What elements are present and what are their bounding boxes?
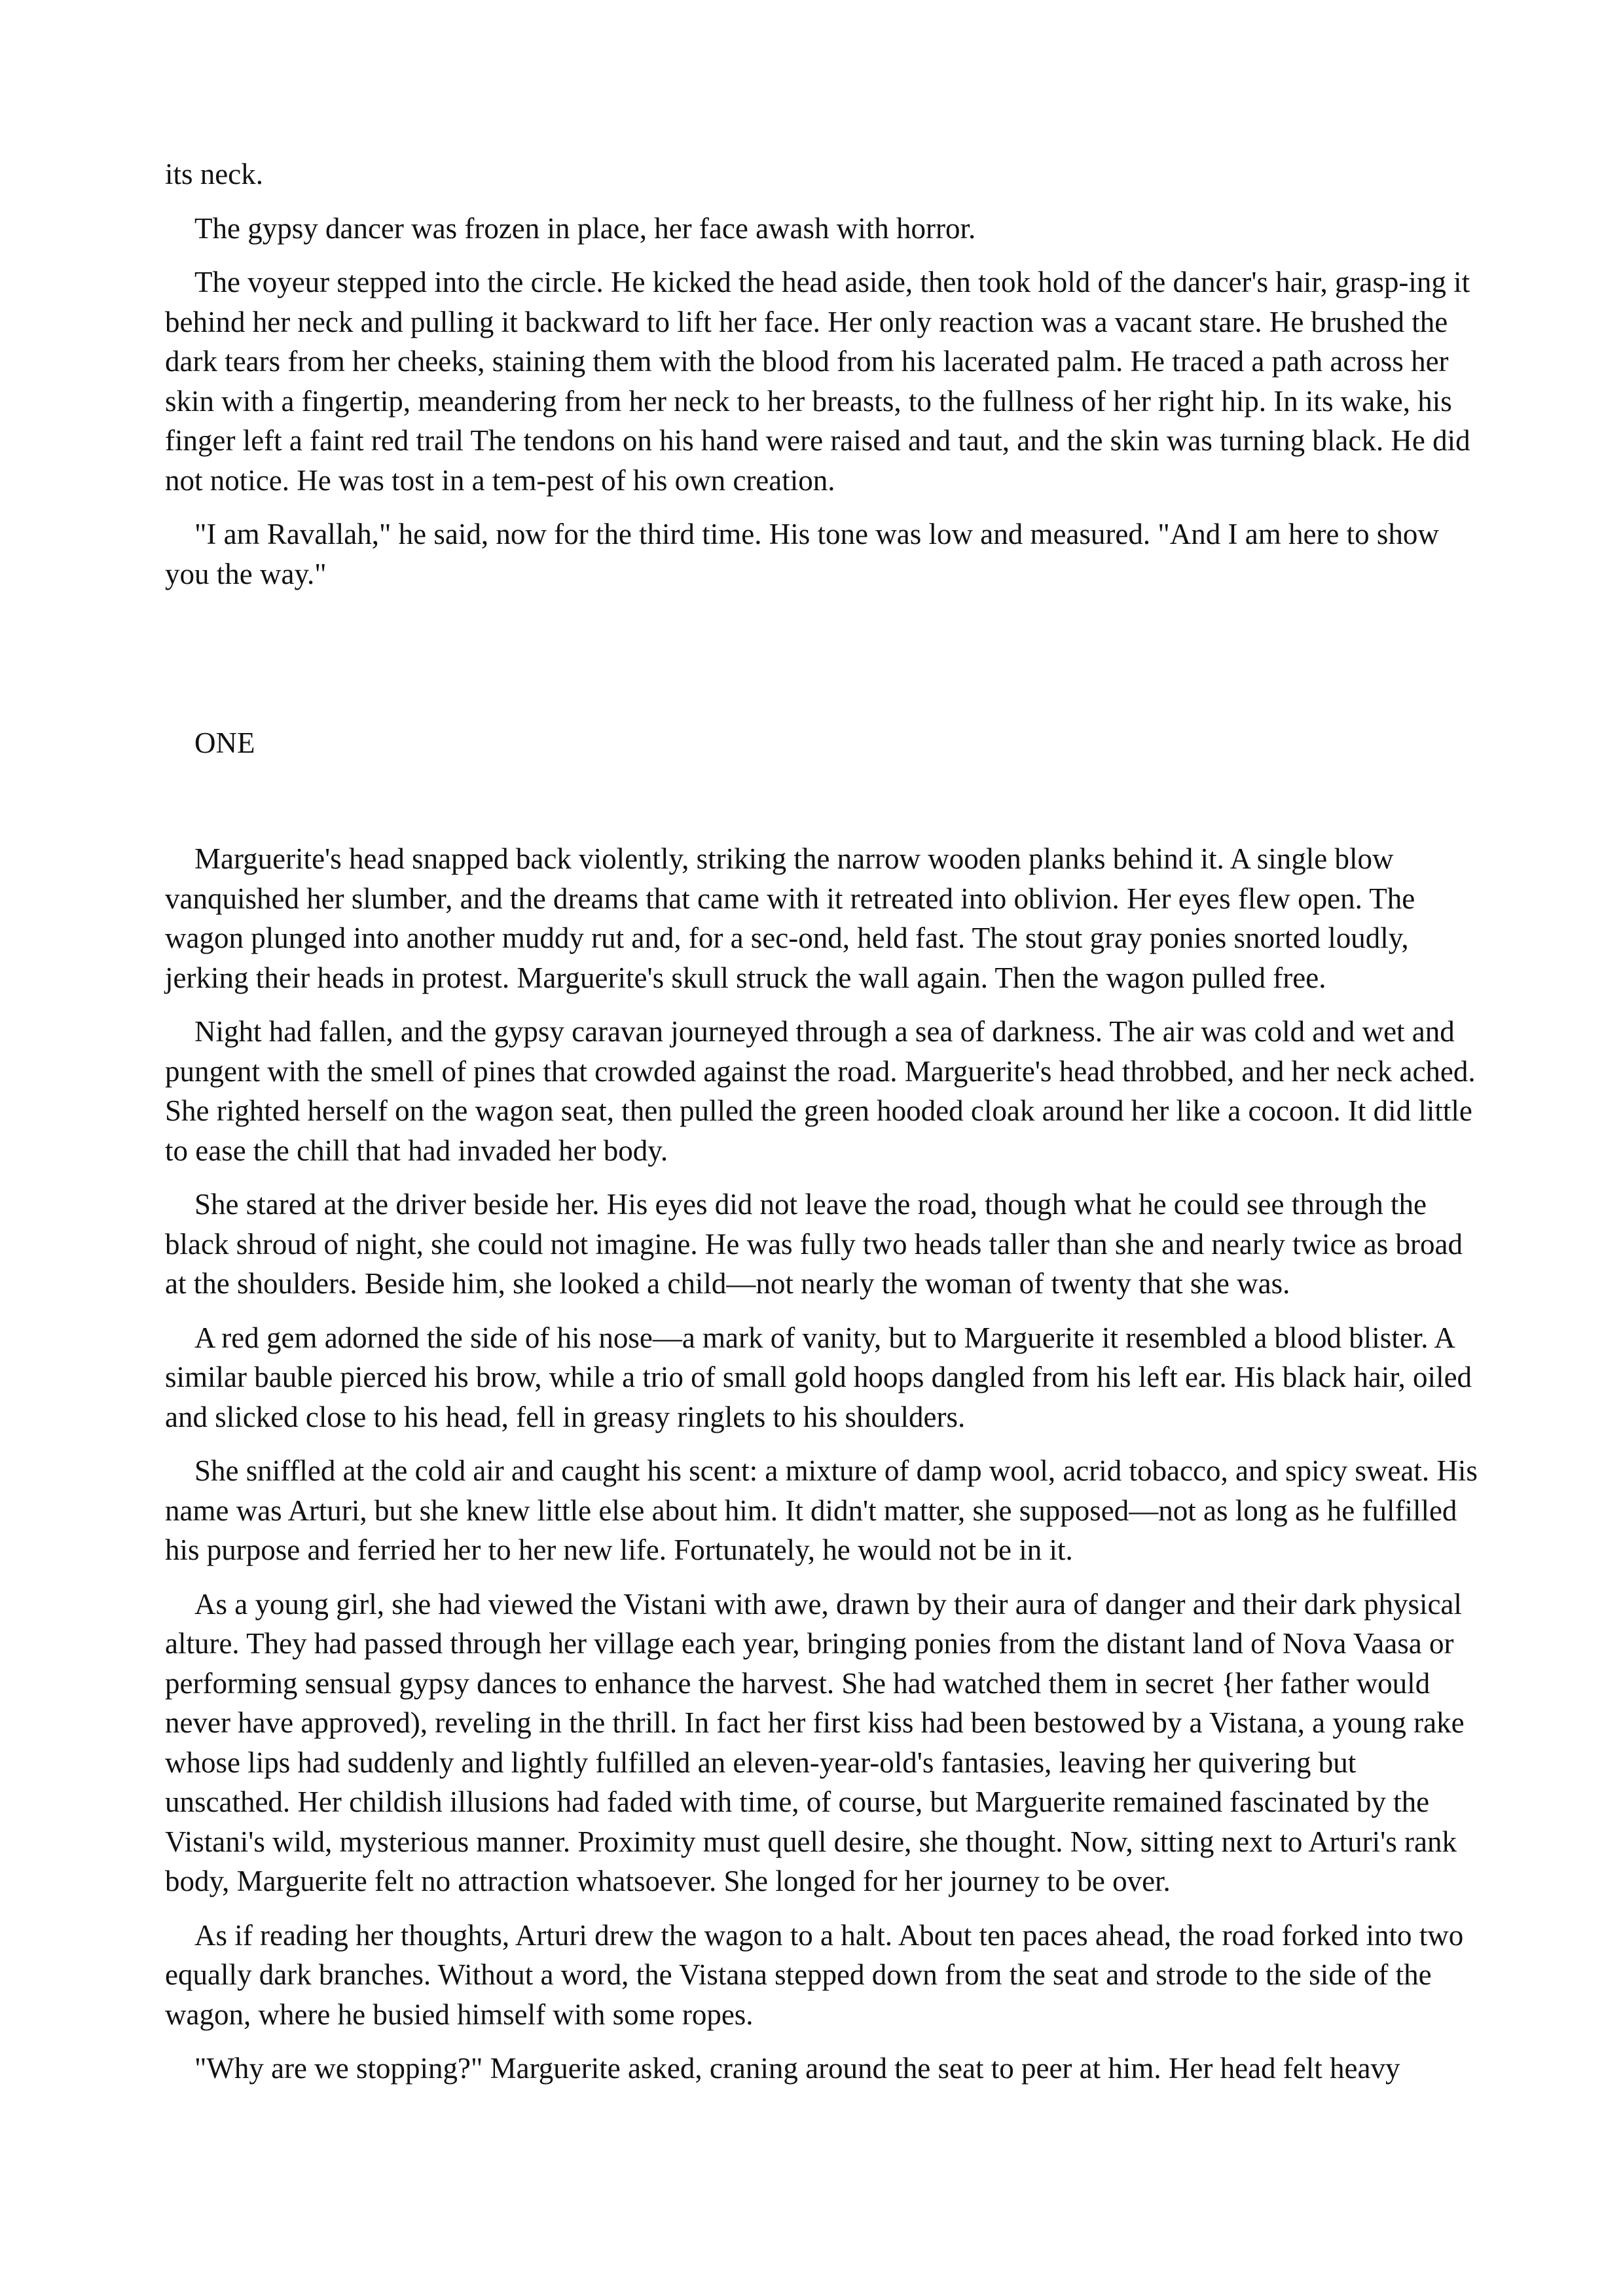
paragraph: As if reading her thoughts, Arturi drew the wagon to a halt. About ten paces ahead, the road forked into two equally dark branches. Without a word, the Vistana stepped down from the seat and strode to the side of the wagon, where he busied himself with some ropes. bbox=[165, 1918, 1464, 2031]
opening-text bbox=[165, 154, 1481, 608]
paragraph: Marguerite's head snapped back violently, striking the narrow wooden planks behind it. A single blow vanquished her slumber, and the dreams that came with it retreated into oblivion. Her eyes flew open. The wagon plunged into another muddy rut and, for a sec-ond, held fast. The stout gray ponies snorted loudly, jerking their heads in protest. Marguerite's skull struck the wall again. Then the wagon pulled free. bbox=[165, 842, 1415, 994]
paragraph: The voyeur stepped into the circle. He kicked the head aside, then took hold of the dancer's hair, grasp-ing it behind her neck and pulling it backward to lift her face. Her only reaction was a vacant stare. He brushed the dark tears from her cheeks, staining them with the blood from his lacerated palm. He traced a path across her skin with a fingertip, meandering from her neck to her breasts, to the fullness of her right hip. In its wake, his finger left a faint red trail The tendons on his hand were raised and taut, and the skin was turning black. He did not notice. He was tost in a tem-pest of his own creation. bbox=[165, 266, 1470, 497]
chapter-text bbox=[165, 839, 1481, 2103]
paragraph: A red gem adorned the side of his nose—a mark of vanity, but to Marguerite it resembled a blood blister. A similar bauble pierced his brow, while a trio of small gold hoops dangled from his left ear. His black hair, oiled and slicked close to his head, fell in greasy ringlets to his shoulders. bbox=[165, 1321, 1472, 1433]
paragraph: Night had fallen, and the gypsy caravan journeyed through a sea of darkness. The air was cold and wet and pungent with the smell of pines that crowded against the road. Marguerite's head throbbed, and her neck ached. She righted herself on the wagon seat, then pulled the green hooded cloak around her like a cocoon. It did little to ease the chill that had invaded her body. bbox=[165, 1015, 1476, 1167]
chapter-heading: ONE bbox=[194, 726, 255, 759]
paragraph: its neck. bbox=[165, 158, 263, 190]
paragraph: As a young girl, she had viewed the Vistani with awe, drawn by their aura of danger and their dark physical alture. They had passed through her village each year, bringing ponies from the distant land of Nova Vaasa or performing sensual gypsy dances to enhance the harvest. She had watched them in secret {her father would never have approved), reveling in the thrill. In fact her first kiss had been bestowed by a Vistana, a young rake whose lips had suddenly and lightly fulfilled an eleven-year-old's fantasies, leaving her quivering but unscathed. Her childish illusions had faded with time, of course, but Marguerite remained fascinated by the Vistani's wild, mysterious manner. Proximity must quell desire, she thought. Now, sitting next to Arturi's rank body, Marguerite felt no attraction whatsoever. She longed for her journey to be over. bbox=[165, 1587, 1465, 1897]
paragraph: She sniffled at the cold air and caught his scent: a mixture of damp wool, acrid tobacco, and spicy sweat. His name was Arturi, but she knew little else about him. It didn't matter, she supposed—not as long as he fulfilled his purpose and ferried her to her new life. Fortunately, he would not be in it. bbox=[165, 1454, 1478, 1566]
paragraph: "Why are we stopping?" Marguerite asked, craning around the seat to peer at him. Her head felt heavy bbox=[194, 2052, 1400, 2085]
paragraph: "I am Ravallah," he said, now for the third time. His tone was low and measured. "And I am here to show you the way." bbox=[165, 518, 1439, 590]
paragraph: She stared at the driver beside her. His eyes did not leave the road, though what he could see through the black shroud of night, she could not imagine. He was fully two heads taller than she and nearly twice as broad at the shoulders. Beside him, she looked a child—not nearly the woman of twenty that she was. bbox=[165, 1188, 1463, 1300]
paragraph: The gypsy dancer was frozen in place, her face awash with horror. bbox=[194, 211, 976, 245]
